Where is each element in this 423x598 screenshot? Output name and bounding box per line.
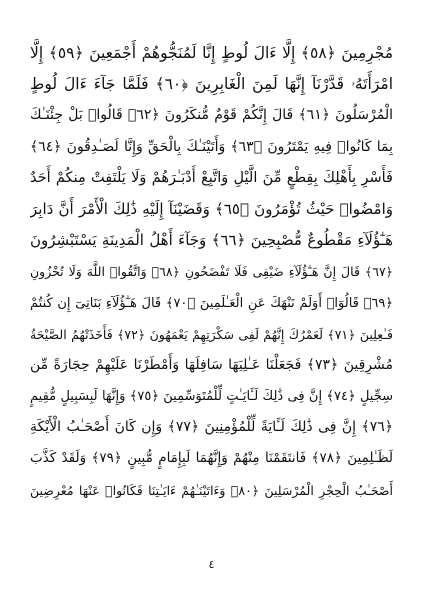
text-line-7: هَـٰٓؤُلَآءِ مَقْطُوعٌ مُّصْبِحِينَ ﴿٦٦﴾ وَجَآءَ أَهْلُ الْمَدِينَةِ يَسْتَبْشِرُونَ: [30, 231, 393, 250]
text-line-8: ﴿٦٧﴾ قَالَ إِنَّ هَـٰٓؤُلَآءِ ضَيْفِى فَلَا تَفْضَحُونِ ﴿٦٨﴾ وَاتَّقُوا۟ اللَّهَ وَلَا تُخْزُونِ: [30, 264, 393, 280]
text-line-3: الْمُرْسَلُونَ ﴿٦١﴾ قَالَ إِنَّكُمْ قَوْمٌ مُّنكَرُونَ ﴿٦٢﴾ قَالُوا۟ بَلْ جِئْنَـٰكَ: [30, 107, 393, 124]
page-number: ٤: [208, 558, 215, 571]
text-line-10: فَـٰعِلِينَ ﴿٧١﴾ لَعَمْرُكَ إِنَّهُمْ لَفِى سَكْرَتِهِمْ يَعْمَهُونَ ﴿٧٢﴾ فَأَخَذَتْهُمُ الصَّيْحَةُ: [30, 326, 393, 342]
text-line-11: مُشْرِقِينَ ﴿٧٣﴾ فَجَعَلْنَا عَـٰلِيَهَا سَافِلَهَا وَأَمْطَرْنَا عَلَيْهِمْ حِجَارَةً مِّن: [30, 356, 393, 373]
text-line-4: بِمَا كَانُوا۟ فِيهِ يَمْتَرُونَ ﴿٦٣﴾ وَأَتَيْنَـٰكَ بِالْحَقِّ وَإِنَّا لَصَـٰدِقُونَ ﴿٦٤﴾: [30, 138, 393, 155]
text-line-5: فَأَسْرِ بِأَهْلِكَ بِقِطْعٍ مِّنَ الَّيْلِ وَاتَّبِعْ أَدْبَـٰرَهُمْ وَلَا يَلْتَفِتْ مِنكُمْ أَحَدٌ: [30, 169, 393, 186]
quran-text-block: [30, 38, 393, 506]
text-line-13: ﴿٧٦﴾ إِنَّ فِى ذَٰلِكَ لَـَٔايَةً لِّلْمُؤْمِنِينَ ﴿٧٧﴾ وَإِن كَانَ أَصْحَـٰبُ الْأَيْكَةِ: [30, 419, 393, 436]
text-line-12: سِجِّيلٍ ﴿٧٤﴾ إِنَّ فِى ذَٰلِكَ لَـَٔايَـٰتٍ لِّلْمُتَوَسِّمِينَ ﴿٧٥﴾ وَإِنَّهَا لَبِسَبِيلٍ مُّقِيمٍ: [30, 389, 393, 405]
text-line-1: مُجْرِمِينَ ﴿٥٨﴾ إِلَّا ءَالَ لُوطٍ إِنَّا لَمُنَجُّوهُمْ أَجْمَعِينَ ﴿٥٩﴾ إِلَّا: [30, 44, 393, 62]
text-line-6: وَامْضُوا۟ حَيْثُ تُؤْمَرُونَ ﴿٦٥﴾ وَقَضَيْنَآ إِلَيْهِ ذَٰلِكَ الْأَمْرَ أَنَّ دَابِرَ: [30, 199, 393, 218]
text-line-9: ﴿٦٩﴾ قَالُوٓا۟ أَوَلَمْ نَنْهَكَ عَنِ الْعَـٰلَمِينَ ﴿٧٠﴾ قَالَ هَـٰٓؤُلَآءِ بَنَاتِىٓ إِن كُنتُمْ: [30, 295, 393, 311]
text-line-14: لَظَـٰلِمِينَ ﴿٧٨﴾ فَانتَقَمْنَا مِنْهُمْ وَإِنَّهُمَا لَبِإِمَامٍ مُّبِينٍ ﴿٧٩﴾ وَلَقَدْ كَذَّبَ: [30, 450, 393, 467]
text-line-15: أَصْحَـٰبُ الْحِجْرِ الْمُرْسَلِينَ ﴿٨٠﴾ وَءَاتَيْنَـٰهُمْ ءَايَـٰتِنَا فَكَانُوا۟ عَنْهَا مُعْرِضِينَ: [30, 482, 393, 498]
text-line-2: امْرَأَتَهُۥ قَدَّرْنَآ إِنَّهَا لَمِنَ الْغَابِرِينَ ﴿٦٠﴾ فَلَمَّا جَآءَ ءَالَ لُوطٍ: [30, 75, 393, 94]
